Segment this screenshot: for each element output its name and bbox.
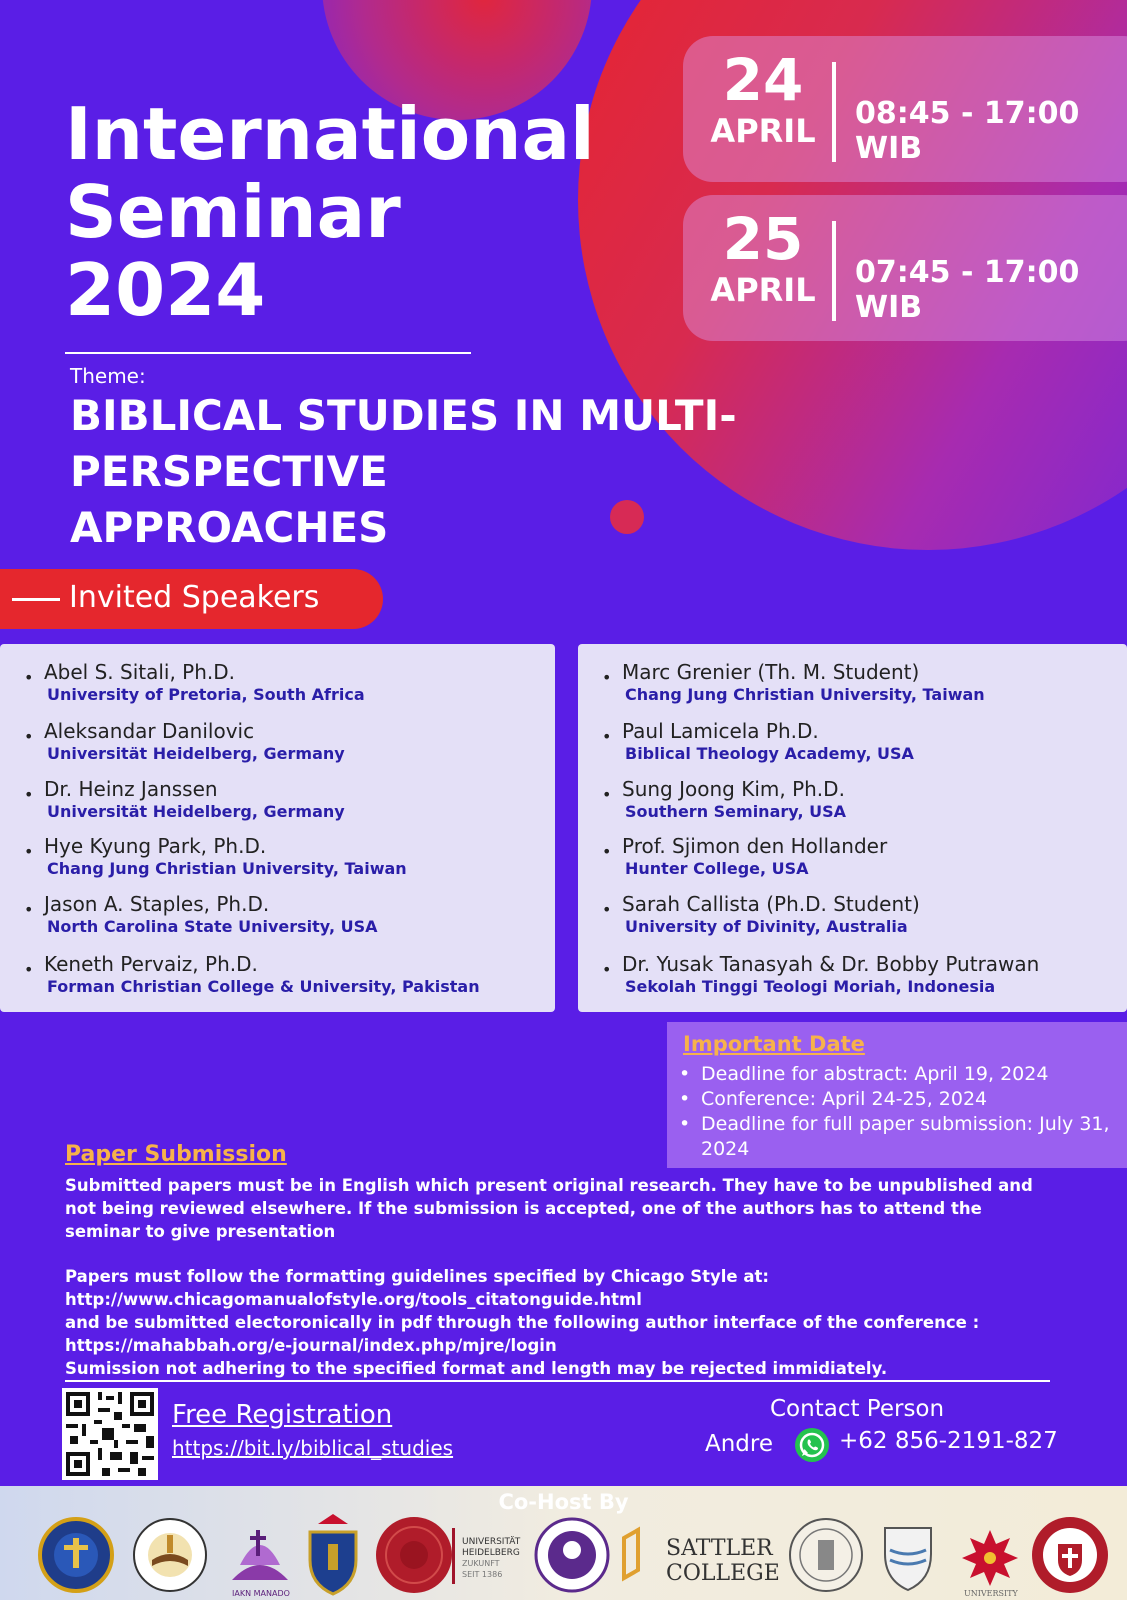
bullet: • bbox=[24, 727, 34, 746]
speakers-heading: Invited Speakers bbox=[69, 580, 320, 615]
bullet: • bbox=[24, 900, 34, 919]
speaker-affiliation: Hunter College, USA bbox=[625, 859, 809, 878]
speaker-affiliation: Universität Heidelberg, Germany bbox=[47, 744, 345, 763]
svg-text:IAKN MANADO: IAKN MANADO bbox=[232, 1589, 290, 1598]
submission-instruction: and be submitted electoronically in pdf through the following author interface of the conference : bbox=[65, 1313, 980, 1332]
yayasan-scriptura-logo bbox=[134, 1519, 206, 1591]
svg-text:SATTLER: SATTLER bbox=[666, 1536, 773, 1561]
bullet: • bbox=[24, 785, 34, 804]
sattler-college-logo bbox=[624, 1530, 780, 1586]
important-date-item: • Deadline for full paper submission: July 31, 2024 bbox=[679, 1112, 1119, 1162]
speakers-panel-right bbox=[578, 644, 1127, 1012]
speaker-affiliation: Chang Jung Christian University, Taiwan bbox=[47, 859, 407, 878]
iakn-manado-logo bbox=[232, 1530, 290, 1598]
bullet: • bbox=[602, 842, 612, 861]
speaker-name: Paul Lamicela Ph.D. bbox=[622, 719, 819, 743]
heidelberg-logo bbox=[452, 1528, 521, 1584]
speaker-affiliation: Southern Seminary, USA bbox=[625, 802, 846, 821]
speaker-name: Abel S. Sitali, Ph.D. bbox=[44, 660, 236, 684]
contact-person-title: Contact Person bbox=[770, 1396, 945, 1422]
svg-text:HEIDELBERG: HEIDELBERG bbox=[462, 1548, 520, 1558]
registration-url-link[interactable]: https://bit.ly/biblical_studies bbox=[172, 1436, 454, 1460]
date-month: APRIL bbox=[710, 112, 816, 150]
university-seal-red bbox=[376, 1517, 452, 1593]
date-time: 08:45 - 17:00 WIB bbox=[855, 96, 1080, 166]
title-divider bbox=[65, 352, 471, 354]
speaker-name: Keneth Pervaiz, Ph.D. bbox=[44, 952, 258, 976]
speaker-name: Dr. Yusak Tanasyah & Dr. Bobby Putrawan bbox=[622, 952, 1040, 976]
important-date-title: Important Date bbox=[683, 1032, 865, 1056]
submission-warning: Sumission not adhering to the specified format and length may be rejected immidiately. bbox=[65, 1359, 888, 1378]
title-line-1: International bbox=[65, 92, 595, 176]
submission-paragraph: Submitted papers must be in English which present original research. They have to be unpublished and not being reviewed elsewhere. If the submission is accepted, one of the authors has to attend the seminar to give presentation bbox=[65, 1176, 1033, 1241]
bullet: • bbox=[24, 960, 34, 979]
yayasan-moriah-logo bbox=[40, 1519, 112, 1591]
speaker-affiliation: University of Divinity, Australia bbox=[625, 917, 908, 936]
speaker-affiliation: Forman Christian College & University, Pakistan bbox=[47, 977, 480, 996]
speaker-name: Sung Joong Kim, Ph.D. bbox=[622, 777, 845, 801]
speaker-affiliation: Universität Heidelberg, Germany bbox=[47, 802, 345, 821]
svg-text:UNIVERSITÄT: UNIVERSITÄT bbox=[462, 1537, 521, 1547]
chicago-style-link[interactable]: http://www.chicagomanualofstyle.org/tools_citatonguide.html bbox=[65, 1290, 642, 1309]
event-title bbox=[65, 92, 595, 332]
bullet: • bbox=[24, 842, 34, 861]
bullet: • bbox=[602, 960, 612, 979]
svg-text:SEIT 1386: SEIT 1386 bbox=[462, 1570, 503, 1579]
date-day: 24 bbox=[722, 46, 804, 114]
speaker-name: Prof. Sjimon den Hollander bbox=[622, 834, 888, 858]
cohost-logos bbox=[0, 1510, 1127, 1600]
bullet: • bbox=[602, 900, 612, 919]
speaker-name: Marc Grenier (Th. M. Student) bbox=[622, 660, 920, 684]
speaker-name: Dr. Heinz Janssen bbox=[44, 777, 218, 801]
date-separator bbox=[832, 221, 836, 321]
north-carolina-state-seal bbox=[790, 1519, 862, 1591]
speaker-affiliation: North Carolina State University, USA bbox=[47, 917, 378, 936]
date-box-day-1 bbox=[683, 36, 1127, 182]
paper-submission-title: Paper Submission bbox=[65, 1142, 287, 1167]
registration-qr-code[interactable] bbox=[62, 1388, 158, 1480]
hunter-college-seal bbox=[536, 1519, 608, 1591]
speaker-affiliation: Sekolah Tinggi Teologi Moriah, Indonesia bbox=[625, 977, 996, 996]
speaker-name: Hye Kyung Park, Ph.D. bbox=[44, 834, 267, 858]
bullet: • bbox=[602, 785, 612, 804]
important-date-box bbox=[667, 1022, 1127, 1168]
svg-text:COLLEGE: COLLEGE bbox=[666, 1561, 780, 1586]
contact-name: Andre bbox=[705, 1431, 774, 1457]
university-of-divinity-logo bbox=[962, 1530, 1019, 1598]
speakers-heading-pill bbox=[0, 569, 383, 629]
title-line-3: 2024 bbox=[65, 248, 266, 332]
speaker-name: Aleksandar Danilovic bbox=[44, 719, 255, 743]
university-pretoria-crest bbox=[310, 1514, 356, 1594]
date-box-day-2 bbox=[683, 195, 1127, 341]
svg-text:UNIVERSITY: UNIVERSITY bbox=[964, 1589, 1018, 1598]
speaker-affiliation: Biblical Theology Academy, USA bbox=[625, 744, 914, 763]
theme-line-1: BIBLICAL STUDIES IN MULTI-PERSPECTIVE bbox=[70, 391, 737, 496]
date-month: APRIL bbox=[710, 271, 816, 309]
theme-heading bbox=[70, 388, 1030, 556]
bullet: • bbox=[24, 668, 34, 687]
important-date-item: • Conference: April 24-25, 2024 bbox=[679, 1087, 1119, 1112]
bullet: • bbox=[602, 668, 612, 687]
date-time: 07:45 - 17:00 WIB bbox=[855, 255, 1080, 325]
submission-guideline: Papers must follow the formatting guidelines specified by Chicago Style at: bbox=[65, 1267, 769, 1286]
important-date-list bbox=[679, 1062, 1119, 1162]
chang-jung-christian-seal bbox=[1032, 1517, 1108, 1593]
speaker-affiliation: University of Pretoria, South Africa bbox=[47, 685, 365, 704]
bullet: • bbox=[602, 727, 612, 746]
date-separator bbox=[832, 62, 836, 162]
speaker-affiliation: Chang Jung Christian University, Taiwan bbox=[625, 685, 985, 704]
submission-portal-link[interactable]: https://mahabbah.org/e-journal/index.php/mjre/login bbox=[65, 1336, 557, 1355]
theme-label: Theme: bbox=[70, 364, 146, 388]
date-day: 25 bbox=[722, 205, 804, 273]
theme-line-2: APPROACHES bbox=[70, 503, 389, 552]
free-registration-link[interactable]: Free Registration bbox=[172, 1400, 393, 1430]
important-date-item: • Deadline for abstract: April 19, 2024 bbox=[679, 1062, 1119, 1087]
forman-college-crest bbox=[885, 1528, 931, 1590]
svg-text:ZUKUNFT: ZUKUNFT bbox=[462, 1559, 500, 1568]
speaker-name: Sarah Callista (Ph.D. Student) bbox=[622, 892, 920, 916]
heading-dash bbox=[12, 598, 60, 601]
cohost-title: Co-Host By bbox=[498, 1490, 629, 1514]
paper-submission-text bbox=[65, 1174, 1050, 1380]
title-line-2: Seminar bbox=[65, 170, 401, 254]
contact-phone[interactable]: +62 856-2191-827 bbox=[839, 1428, 1058, 1454]
speaker-name: Jason A. Staples, Ph.D. bbox=[44, 892, 270, 916]
submission-divider bbox=[65, 1380, 1050, 1382]
speakers-panel-left bbox=[0, 644, 555, 1012]
whatsapp-icon bbox=[795, 1428, 829, 1462]
